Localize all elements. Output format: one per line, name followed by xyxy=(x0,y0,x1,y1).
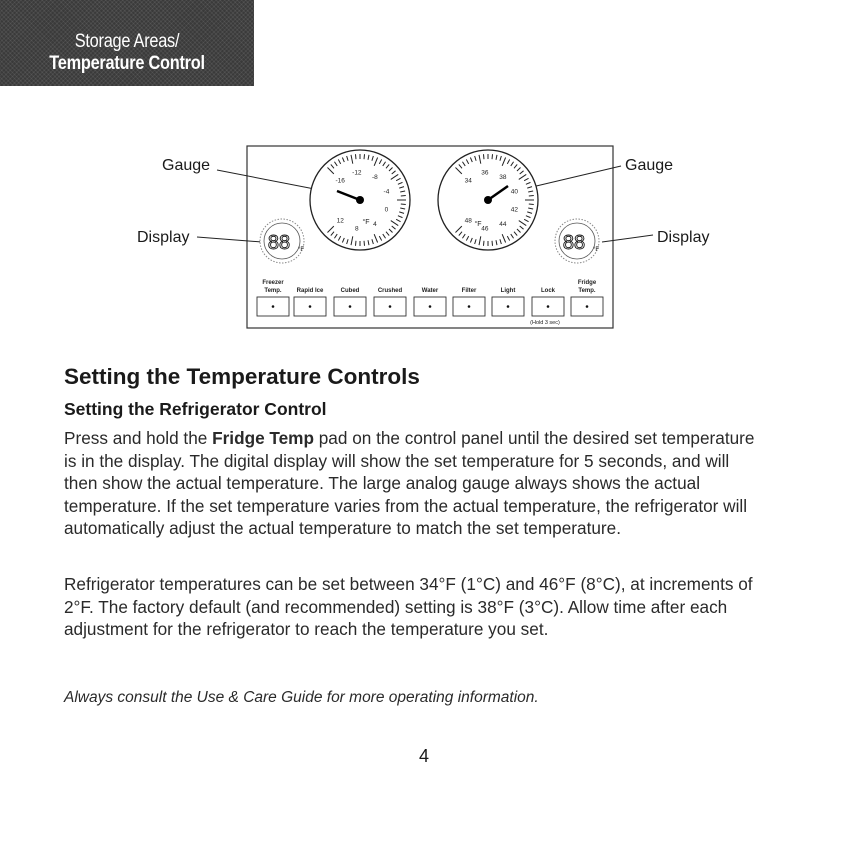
fridge-gauge-tick-label: 40 xyxy=(510,188,519,196)
fridge-display-digits: 88 xyxy=(562,232,586,254)
control-pad-label: Filter xyxy=(461,288,477,294)
fridge-gauge-tick-label: 42 xyxy=(510,206,519,214)
control-pad-label: Crushed xyxy=(377,288,403,294)
paragraph-1-lead: Press and hold the xyxy=(64,428,213,448)
care-guide-note: Always consult the Use & Care Guide for more operating information. xyxy=(64,689,539,706)
fridge-temp-pad-term: Fridge Temp xyxy=(212,428,314,448)
freezer-gauge-tick-label: -8 xyxy=(372,173,378,181)
section-header-tab xyxy=(0,0,254,86)
fridge-gauge-tick-label: 46 xyxy=(481,225,489,233)
fridge-gauge-hub xyxy=(484,196,492,204)
fridge-gauge-tick-label: 34 xyxy=(464,177,472,185)
control-pad[interactable] xyxy=(294,288,326,316)
freezer-gauge-hub xyxy=(356,196,364,204)
lock-hold-note: (Hold 3 sec) xyxy=(530,320,560,326)
freezer-display-digits: 88 xyxy=(267,232,291,254)
control-pad-indicator xyxy=(309,305,312,308)
fridge-gauge-unit: °F xyxy=(474,221,482,228)
control-pad-indicator xyxy=(507,305,510,308)
callout-gauge-right: Gauge xyxy=(625,157,674,174)
fridge-gauge-tick-label: 48 xyxy=(464,217,472,225)
freezer-gauge-tick-label: -12 xyxy=(352,169,362,177)
control-pad-label-top: Freezer xyxy=(262,280,284,286)
control-pad-indicator xyxy=(349,305,352,308)
paragraph-temperature-range: Refrigerator temperatures can be set between 34°F (1°C) and 46°F (8°C), at increments of 2°F. The factory default (and recommended) setting is 38°F (3°C). Allow time after each adjustment for the refrigerator to reach the temperature you set. xyxy=(64,574,753,640)
page-title: Setting the Temperature Controls xyxy=(64,364,420,389)
section-subtitle: Setting the Refrigerator Control xyxy=(64,399,327,419)
section-title-line-1: Storage Areas/ xyxy=(74,31,180,52)
freezer-gauge-unit: °F xyxy=(362,219,370,226)
freezer-gauge-tick-label: -4 xyxy=(383,188,390,196)
section-title-line-2: Temperature Control xyxy=(49,53,205,74)
control-pad-label: Light xyxy=(500,288,516,294)
control-pad-indicator xyxy=(272,305,275,308)
control-pad-label: Temp. xyxy=(264,288,282,294)
freezer-gauge-tick-label: 8 xyxy=(355,225,359,233)
control-pad-indicator xyxy=(468,305,471,308)
page-number: 4 xyxy=(418,746,429,766)
control-pad-indicator xyxy=(389,305,392,308)
control-pad[interactable] xyxy=(374,288,406,316)
freezer-gauge xyxy=(310,150,410,250)
freezer-gauge-tick-label: 12 xyxy=(336,217,344,225)
freezer-gauge-tick-label: 0 xyxy=(384,206,389,214)
control-pad-label: Lock xyxy=(540,288,556,294)
callout-display-left: Display xyxy=(137,229,190,246)
control-pad-label: Water xyxy=(421,288,439,294)
fridge-gauge-tick-label: 36 xyxy=(481,169,489,177)
fridge-gauge-tick-label: 38 xyxy=(499,173,507,181)
fridge-gauge xyxy=(438,150,538,250)
control-pad-label: Rapid Ice xyxy=(296,288,324,294)
control-pad-indicator xyxy=(429,305,432,308)
fridge-gauge-tick-label: 44 xyxy=(499,221,507,229)
control-pad-label: Cubed xyxy=(340,288,360,294)
paragraph-fridge-control xyxy=(64,427,764,540)
control-panel-illustration xyxy=(0,140,848,340)
freezer-gauge-tick-label: -16 xyxy=(335,177,345,185)
fridge-display-unit: °F xyxy=(593,247,600,253)
paragraph-1-rest: pad on the control panel until the desired set temperature is in the display. The digital display will show the set temperature for 5 seconds, and will then show the actual temperature. The large analog gauge always shows the actual temperature. If the set temperature varies from the actual temperature, the refrigerator will automatically adjust the actual temperature to match the set temperature. xyxy=(64,428,755,539)
callout-gauge-left: Gauge xyxy=(162,157,211,174)
control-pad-indicator xyxy=(547,305,550,308)
callout-display-right: Display xyxy=(657,229,710,246)
freezer-gauge-tick-label: 4 xyxy=(373,221,377,229)
control-pad-label-top: Fridge xyxy=(577,280,597,286)
control-panel-diagram xyxy=(0,140,848,340)
control-pad-indicator xyxy=(586,305,589,308)
control-pad-label: Temp. xyxy=(578,288,596,294)
freezer-display-unit: °F xyxy=(298,247,305,253)
